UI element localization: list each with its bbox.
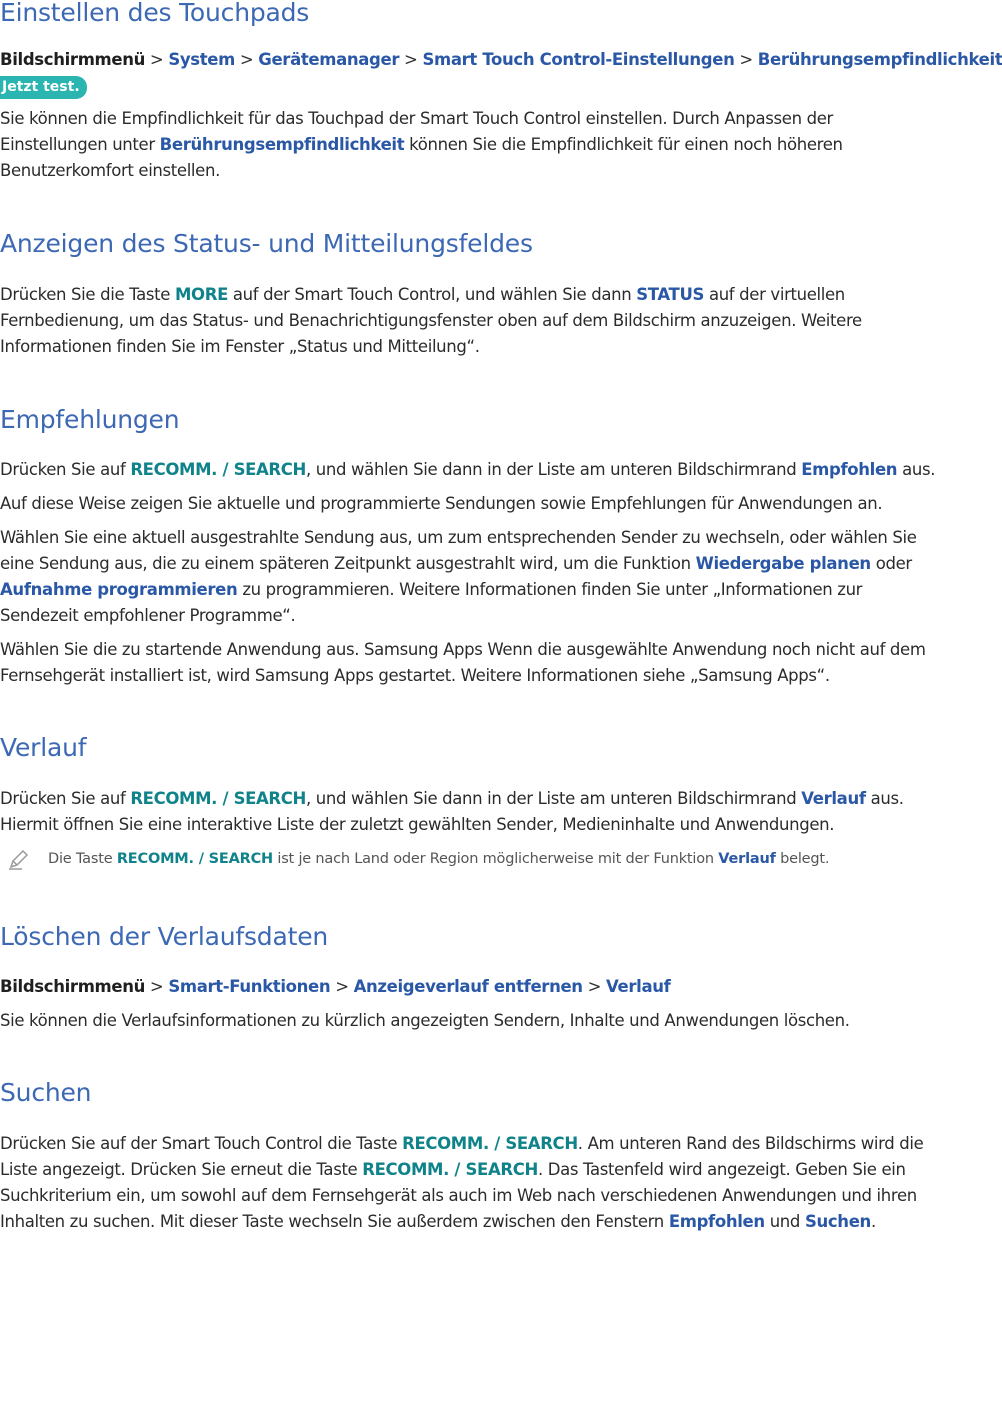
breadcrumb-item-smart-touch-settings[interactable]: Smart Touch Control-Einstellungen xyxy=(422,50,735,69)
text: Drücken Sie auf xyxy=(0,460,131,479)
key-recomm-search: RECOMM. / SEARCH xyxy=(362,1160,538,1179)
recomm-paragraph-1 xyxy=(0,457,945,483)
text: belegt. xyxy=(775,851,830,867)
recomm-paragraph-4: Wählen Sie die zu startende Anwendung aus. Samsung Apps Wenn die ausgewählte Anwendung noch nicht auf dem Fernsehgerät installiert ist, wird Samsung Apps gestartet. Weitere Informationen siehe „Samsung Apps“. xyxy=(0,640,926,685)
breadcrumb-touchpad xyxy=(0,47,1002,73)
text: . Am unteren Rand des Bildschirms wird die Liste angezeigt. Drücken Sie erneut die Taste xyxy=(0,1134,924,1179)
text: Die Taste xyxy=(48,851,117,867)
keyword-history: Verlauf xyxy=(801,789,866,808)
text: aus. Hiermit öffnen Sie eine interaktive Liste der zuletzt gewählten Sender, Medieninhalte und Anwendungen. xyxy=(0,789,904,834)
pencil-note-icon xyxy=(8,848,30,870)
text: können Sie die Empfindlichkeit für einen noch höheren Benutzerkomfort einstellen. xyxy=(0,135,843,180)
section-title-delete-history: Löschen der Verlaufsdaten xyxy=(0,922,329,951)
key-recomm-search: RECOMM. / SEARCH xyxy=(402,1134,578,1153)
text: oder xyxy=(870,554,912,573)
history-note xyxy=(8,846,943,872)
section-title-status: Anzeigen des Status- und Mitteilungsfeldes xyxy=(0,229,533,258)
section-title-touchpad: Einstellen des Touchpads xyxy=(0,0,310,27)
breadcrumb-item-smart-features[interactable]: Smart-Funktionen xyxy=(168,977,331,996)
recomm-paragraph-2: Auf diese Weise zeigen Sie aktuelle und programmierte Sendungen sowie Empfehlungen für Anwendungen an. xyxy=(0,494,883,513)
text: und xyxy=(764,1212,805,1231)
breadcrumb-item-menu: Bildschirmmenü xyxy=(0,977,146,996)
breadcrumb-separator: > xyxy=(587,977,602,996)
text: . Das Tastenfeld wird angezeigt. Geben Sie ein Suchkriterium ein, um sowohl auf dem Fernsehgerät als auch im Web nach verschiedenen Anwendungen und ihren Inhalten zu suchen. Mit dieser Taste wechseln Sie außerdem zwischen den Fenstern xyxy=(0,1160,917,1231)
text: ist je nach Land oder Region möglicherweise mit der Funktion xyxy=(272,851,719,867)
key-recomm-search: RECOMM. / SEARCH xyxy=(130,460,307,479)
text: Drücken Sie die Taste xyxy=(0,285,175,304)
breadcrumb-separator: > xyxy=(335,977,349,996)
keyword-schedule-recording: Aufnahme programmieren xyxy=(0,580,238,599)
section-title-search: Suchen xyxy=(0,1078,92,1107)
key-recomm-search: RECOMM. / SEARCH xyxy=(116,851,273,867)
text: zu programmieren. Weitere Informationen finden Sie unter „Informationen zur Sendezeit empfohlener Programme“. xyxy=(0,580,863,625)
breadcrumb-item-menu: Bildschirmmenü xyxy=(0,50,146,69)
key-more: MORE xyxy=(174,285,228,304)
text: , und wählen Sie dann in der Liste am unteren Bildschirmrand xyxy=(306,789,802,808)
text: . xyxy=(870,1212,876,1231)
breadcrumb-item-system[interactable]: System xyxy=(168,50,235,69)
breadcrumb-separator: > xyxy=(404,50,418,69)
text: auf der Smart Touch Control, und wählen Sie dann xyxy=(228,285,637,304)
text: Drücken Sie auf der Smart Touch Control die Taste xyxy=(0,1134,403,1153)
status-paragraph xyxy=(0,282,945,360)
breadcrumb-separator: > xyxy=(239,50,254,69)
breadcrumb-separator: > xyxy=(739,50,753,69)
keyword-search: Suchen xyxy=(804,1212,871,1231)
touchpad-paragraph xyxy=(0,106,945,184)
try-now-button[interactable]: Jetzt test. xyxy=(0,76,87,99)
text: Wählen Sie eine aktuell ausgestrahlte Sendung aus, um zum entsprechenden Sender zu wechseln, oder wählen Sie eine Sendung aus, die zu einem späteren Zeitpunkt ausgestrahlt wird, um die Funktion xyxy=(0,528,917,573)
breadcrumb-item-history[interactable]: Verlauf xyxy=(606,977,671,996)
breadcrumb-separator: > xyxy=(149,50,164,69)
text: aus. xyxy=(897,460,936,479)
text: Sie können die Empfindlichkeit für das Touchpad der Smart Touch Control einstellen. Durch Anpassen der Einstellungen unter xyxy=(0,109,833,154)
note-text xyxy=(48,851,829,867)
history-paragraph xyxy=(0,786,945,838)
section-title-recommendations: Empfehlungen xyxy=(0,405,180,434)
breadcrumb-item-device-manager[interactable]: Gerätemanager xyxy=(258,50,400,69)
key-recomm-search: RECOMM. / SEARCH xyxy=(130,789,307,808)
breadcrumb-item-clear-history[interactable]: Anzeigeverlauf entfernen xyxy=(353,977,583,996)
breadcrumb-delete xyxy=(0,974,945,1000)
recomm-paragraph-3 xyxy=(0,525,945,629)
text: , und wählen Sie dann in der Liste am unteren Bildschirmrand xyxy=(306,460,802,479)
breadcrumb-item-touch-sensitivity[interactable]: Berührungsempfindlichkeit xyxy=(757,50,1002,69)
keyword-schedule-viewing: Wiedergabe planen xyxy=(695,554,871,573)
text: auf der virtuellen Fernbedienung, um das Status- und Benachrichtigungsfenster oben auf dem Bildschirm anzuzeigen. Weitere Informationen finden Sie im Fenster „Status und Mitteilung“. xyxy=(0,285,862,356)
keyword-touch-sensitivity: Berührungsempfindlichkeit xyxy=(159,135,405,154)
delete-paragraph: Sie können die Verlaufsinformationen zu kürzlich angezeigten Sendern, Inhalte und Anwendungen löschen. xyxy=(0,1011,850,1030)
key-status: STATUS xyxy=(636,285,705,304)
keyword-history: Verlauf xyxy=(718,851,776,867)
keyword-recommended: Empfohlen xyxy=(801,460,898,479)
search-paragraph xyxy=(0,1131,945,1235)
text: Drücken Sie auf xyxy=(0,789,131,808)
keyword-recommended: Empfohlen xyxy=(668,1212,765,1231)
section-title-history: Verlauf xyxy=(0,733,87,762)
breadcrumb-separator: > xyxy=(149,977,164,996)
